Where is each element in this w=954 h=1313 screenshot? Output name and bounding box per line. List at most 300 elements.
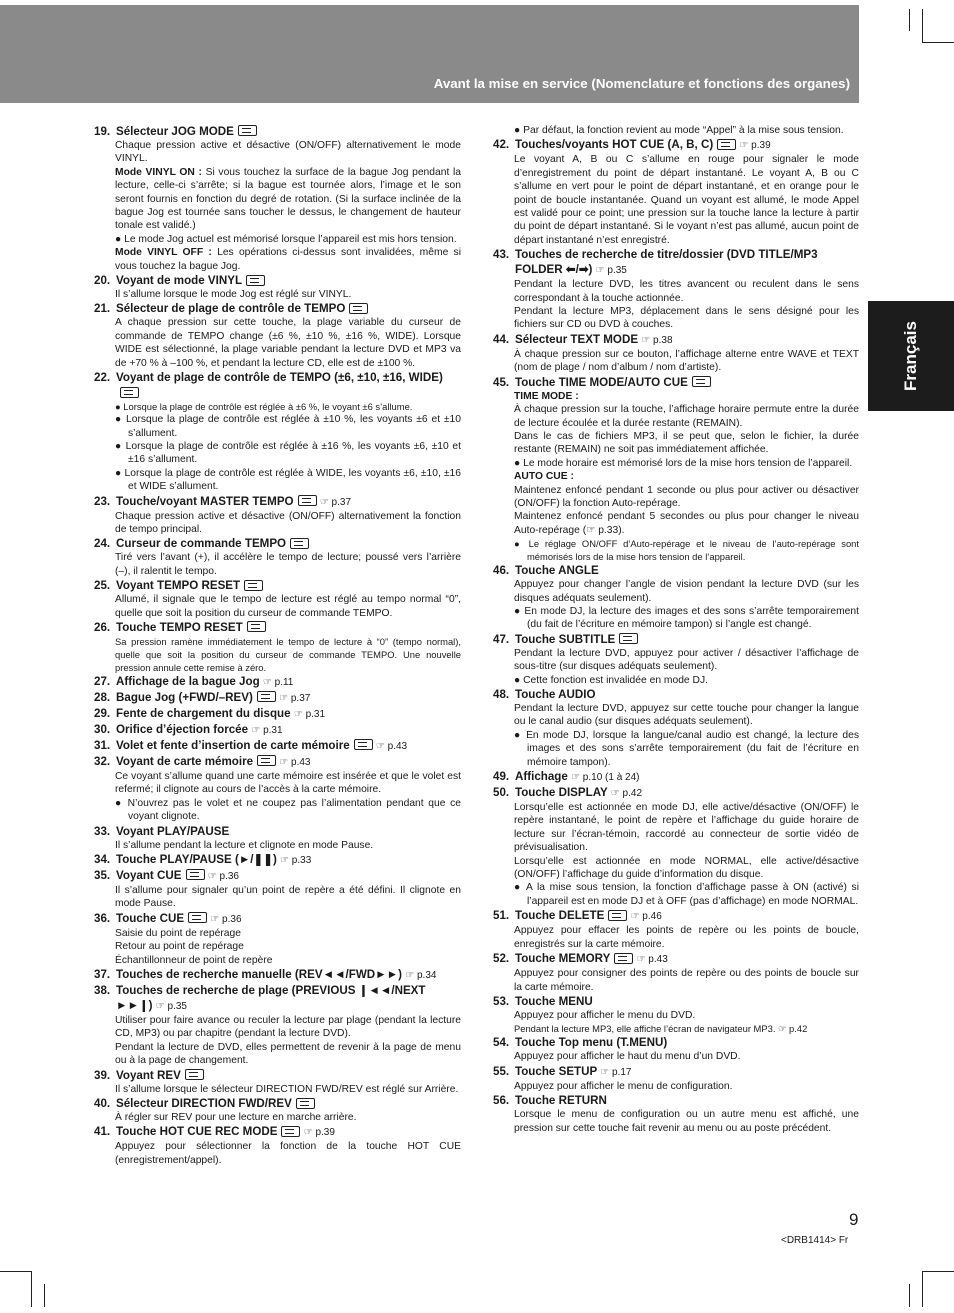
item-title-line [515, 1064, 631, 1080]
page-reference: ☞ p.35 [595, 265, 627, 277]
page-reference: ☞ p.43 [636, 954, 668, 966]
item-heading [493, 1035, 859, 1050]
item-heading [493, 375, 859, 390]
item-title: Touche MEMORY [515, 952, 611, 966]
page-number: 9 [849, 1210, 859, 1229]
dj-mode-icon [296, 1098, 315, 1109]
item-number: 50. [493, 786, 510, 800]
item-number: 19. [94, 125, 111, 138]
page-reference: ☞ p.31 [251, 724, 283, 736]
bullet-note [514, 605, 859, 632]
item-heading [493, 563, 859, 578]
item-number: 30. [94, 722, 111, 736]
item-heading [493, 769, 859, 785]
item-heading [493, 137, 859, 153]
item-title-line [515, 785, 642, 801]
bullet-text: Le réglage ON/OFF d’Auto-repérage et le niveau de l’auto-repérage sont mémorisés lors de la mise hors tension de l’appareil. [527, 538, 859, 563]
item-title-line [515, 563, 599, 578]
page-reference: ☞ p.10 (1 à 24) [571, 772, 640, 784]
item-number: 56. [493, 1094, 510, 1108]
paragraph [514, 1050, 859, 1063]
paragraph-text: Utiliser pour faire avance ou reculer la lecture par plage (pendant la lecture CD, MP3) ou par chapitre (pendant la lecture DVD). [115, 1015, 461, 1040]
item-number: 35. [94, 869, 111, 882]
item-heading [94, 1096, 461, 1111]
item-heading [94, 690, 461, 706]
item-number: 41. [94, 1125, 111, 1139]
subheading: TIME MODE : [514, 390, 579, 402]
right-column [493, 124, 859, 1135]
item-heading [493, 951, 859, 967]
paragraph-text: Lorsque le menu de configuration ou un autre menu est affiché, une pression sur cette touche fait revenir au menu ou au poste précédent. [514, 1109, 859, 1134]
item-title-line [515, 375, 711, 390]
bullet-icon: ● [514, 538, 529, 550]
item-heading [94, 1124, 461, 1140]
dj-mode-icon [349, 303, 368, 314]
bullet-icon: ● [115, 233, 125, 245]
bullet-icon: ● [514, 125, 524, 136]
list-item [94, 983, 461, 1068]
item-title-line [116, 868, 239, 884]
dj-mode-icon [619, 633, 638, 644]
dj-mode-icon [238, 125, 257, 136]
item-heading [94, 983, 461, 1014]
crop-mark [922, 1271, 923, 1307]
paragraph-text: Tiré vers l’avant (+), il accélère le tempo de lecture; poussé vers l’arrière (–), il ralentit le tempo. [115, 552, 461, 577]
list-item [94, 754, 461, 824]
bullet-text: A la mise sous tension, la fonction d’affichage passe à ON (activé) si l’appareil est en mode DJ et à OFF (pas d’affichage) en mode NORMAL. [526, 882, 859, 907]
item-number: 27. [94, 674, 111, 688]
paragraph-lead: Mode VINYL OFF : [115, 247, 212, 259]
item-title-line [116, 1124, 335, 1140]
list-item [94, 967, 461, 983]
paragraph-text: Échantillonneur de point de repère [115, 954, 273, 966]
list-item [493, 124, 859, 137]
paragraph-text: Maintenez enfoncé pendant 5 secondes ou plus pour changer le niveau Auto-repérage (☞ p.33). [514, 511, 859, 536]
paragraph-text: Il s’allume lorsque le sélecteur DIRECTION FWD/REV est réglé sur Arrière. [115, 1083, 459, 1095]
list-item [94, 690, 461, 706]
item-number: 37. [94, 968, 111, 982]
item-title-line [116, 967, 436, 983]
item-heading [94, 124, 461, 139]
item-heading [94, 852, 461, 868]
paragraph-lead: Mode VINYL ON : [115, 166, 202, 178]
item-title: Orifice d’éjection forcée [116, 722, 249, 736]
item-number: 36. [94, 911, 111, 925]
paragraph-text: Sa pression ramène immédiatement le tempo de lecture à “0” (tempo normal), quelle que soit la position du curseur de commande TEMPO. Une nouvelle pression annule cette remise à zéro. [115, 635, 461, 673]
paragraph-text: Pendant la lecture DVD, les titres avancent ou reculent dans le sens correspondant à la touche actionnée. [514, 279, 859, 304]
bullet-note [115, 797, 461, 824]
item-title-line [116, 494, 351, 510]
paragraph [115, 635, 461, 674]
dj-mode-icon [614, 953, 633, 964]
item-number: 46. [493, 564, 510, 578]
item-title: Touche/voyant MASTER TEMPO [116, 494, 294, 508]
item-number: 26. [94, 620, 111, 634]
paragraph-text: Pendant la lecture DVD, appuyez pour activer / désactiver l’affichage de sous-titre (sur disques adéquats seulement). [514, 647, 859, 673]
paragraph [514, 801, 859, 855]
item-heading [493, 1093, 859, 1108]
list-item [94, 738, 461, 754]
paragraph [514, 1022, 859, 1035]
item-title-line [116, 301, 368, 316]
dj-mode-icon [257, 691, 276, 702]
item-title-line [116, 370, 461, 400]
paragraph-text: À régler sur REV pour une lecture en marche arrière. [115, 1112, 357, 1124]
item-heading [94, 738, 461, 754]
paragraph-text: Il s’allume pendant la lecture et clignote en mode Pause. [115, 839, 374, 851]
paragraph [514, 578, 859, 605]
paragraph [514, 484, 859, 511]
paragraph [514, 855, 859, 882]
paragraph-text: Dans le cas de fichiers MP3, il se peut que, selon le fichier, la durée restante (REMAIN) ne soit pas immédiatement affichée. [514, 430, 859, 456]
item-title: Touches/voyants HOT CUE (A, B, C) [515, 138, 714, 152]
item-title: Touche ANGLE [515, 564, 599, 578]
item-title: Touche DISPLAY [515, 786, 608, 800]
item-heading [493, 994, 859, 1009]
item-title: Volet et fente d’insertion de carte mémoire [116, 738, 350, 752]
item-title: Bague Jog (+FWD/–REV) [116, 690, 253, 704]
bullet-icon: ● [115, 414, 127, 426]
bullet-icon: ● [115, 440, 126, 452]
paragraph-text: Maintenez enfoncé pendant 1 seconde ou plus pour activer ou désactiver (ON/OFF) la fonction Auto-repérage. [514, 484, 859, 509]
page-reference: ☞ p.38 [641, 334, 673, 346]
bullet-icon: ● [514, 457, 524, 469]
list-item [94, 911, 461, 967]
paragraph-text: Appuyez pour afficher le menu du DVD. [514, 1009, 696, 1021]
page-reference: ☞ p.36 [207, 871, 239, 882]
bullet-note [514, 881, 859, 908]
item-title: Touche HOT CUE REC MODE [116, 1125, 278, 1139]
item-title-line [515, 332, 673, 348]
item-title: Touche SETUP [515, 1064, 598, 1078]
bullet-text: Par défaut, la fonction revient au mode “Appel” à la mise sous tension. [523, 125, 844, 136]
page-reference: ☞ p.34 [405, 970, 437, 982]
list-item [493, 563, 859, 632]
list-item [493, 632, 859, 687]
paragraph [514, 305, 859, 332]
item-title: Touche DELETE [515, 909, 605, 923]
item-title: Voyant REV [116, 1068, 181, 1082]
item-title: Voyant de plage de contrôle de TEMPO (±6, ±10, ±16, WIDE) [116, 371, 443, 385]
item-heading [94, 754, 461, 770]
paragraph-text: Appuyez pour effacer les points de repère ou les points de boucle, enregistrés sur la carte mémoire. [514, 925, 859, 950]
dj-mode-icon [354, 739, 373, 750]
item-title: Fente de chargement du disque [116, 706, 291, 720]
page-reference: ☞ p.35 [155, 1001, 187, 1013]
paragraph-text: Les opérations ci-dessus sont invalidées, même si vous touchez la bague Jog. [115, 247, 461, 272]
list-item [493, 247, 859, 332]
paragraph [514, 1009, 859, 1022]
list-item [493, 1093, 859, 1135]
dj-mode-icon [120, 387, 139, 398]
paragraph [115, 1014, 461, 1041]
paragraph [115, 1111, 461, 1124]
bullet-icon: ● [514, 605, 525, 617]
item-heading [94, 301, 461, 316]
paragraph [115, 246, 461, 273]
item-number: 52. [493, 952, 510, 966]
list-item [493, 908, 859, 951]
bullet-text: Cette fonction est invalidée en mode DJ. [523, 674, 708, 686]
item-title-line [116, 578, 263, 593]
item-number: 34. [94, 853, 111, 866]
paragraph-text: Appuyez pour changer l’angle de vision pendant la lecture DVD (sur les disques adéquats seulement). [514, 579, 859, 604]
paragraph-text: Il s’allume pour signaler qu’un point de repère a été défini. Il clignote en mode Pause. [115, 885, 461, 910]
item-number: 55. [493, 1064, 510, 1078]
item-title-line [515, 994, 593, 1009]
paragraph-text: À chaque pression sur ce bouton, l’affichage alterne entre WAVE et TEXT (nom de plage / nom d’album / nom d’artiste). [514, 348, 859, 374]
item-heading [94, 674, 461, 690]
list-item [94, 620, 461, 674]
bullet-text: Lorsque la plage de contrôle est réglée à ±6 %, le voyant ±6 s’allume. [123, 401, 413, 413]
item-heading [493, 332, 859, 348]
item-title-line [515, 908, 662, 924]
item-number: 20. [94, 274, 111, 288]
item-title-line [515, 247, 859, 278]
list-item [493, 785, 859, 908]
paragraph [115, 316, 461, 370]
dj-mode-icon [290, 538, 309, 549]
list-item [94, 1124, 461, 1167]
item-heading [94, 536, 461, 551]
item-title-line [515, 951, 668, 967]
list-item [94, 370, 461, 493]
list-item [94, 1068, 461, 1096]
list-item [493, 1064, 859, 1093]
header-title: Avant la mise en service (Nomenclature et fonctions des organes) [433, 76, 850, 91]
paragraph-text: Appuyez pour sélectionner la fonction de la touche HOT CUE (enregistrement/appel). [115, 1141, 461, 1166]
list-item [493, 332, 859, 375]
item-heading [493, 632, 859, 647]
item-title: Touche PLAY/PAUSE (►/❚❚) [116, 853, 277, 866]
paragraph [514, 403, 859, 430]
bullet-note [115, 467, 461, 494]
list-item [94, 722, 461, 738]
paragraph-text: Ce voyant s’allume quand une carte mémoire est insérée et que le volet est refermé; il clignote au cours de l’accès à la carte mémoire. [115, 770, 461, 796]
bullet-text: Lorsque la plage de contrôle est réglée à ±10 %, les voyants ±6 et ±10 s’allument. [126, 414, 461, 439]
paragraph [115, 551, 461, 578]
bullet-note [115, 233, 461, 246]
item-number: 21. [94, 302, 111, 316]
item-title-line [116, 536, 309, 551]
item-title: Touches de recherche de plage (PREVIOUS ❙◄◄/NEXT ►►❙) [116, 984, 426, 1013]
dj-mode-icon [692, 376, 711, 387]
bullet-text: Lorsque la plage de contrôle est réglée à WIDE, les voyants ±6, ±10, ±16 et WIDE s’allument. [124, 467, 461, 493]
page-reference: ☞ p.36 [210, 913, 242, 925]
dj-mode-icon [185, 1069, 204, 1080]
item-heading [493, 687, 859, 702]
page-reference: ☞ p.46 [630, 911, 662, 923]
paragraph [115, 770, 461, 797]
item-title-line [116, 911, 242, 927]
paragraph [115, 1083, 461, 1096]
item-heading [493, 1064, 859, 1080]
paragraph [115, 288, 461, 301]
page-reference: ☞ p.17 [600, 1066, 632, 1078]
list-item [94, 824, 461, 852]
crop-mark [31, 1271, 32, 1307]
paragraph-text: Pendant la lecture de DVD, elles permettent de revenir à la page de menu ou à la page de changement. [115, 1041, 461, 1067]
bullet-text: En mode DJ, lorsque la langue/canal audio est changé, la lecture des images et des sons s’arrête temporairement (du fait de l’écriture en mémoire tampon). [526, 729, 859, 768]
dj-mode-icon [186, 869, 205, 880]
paragraph-text: Il s’allume lorsque le mode Jog est réglé sur VINYL. [115, 289, 352, 301]
document-code: <DRB1414> Fr [781, 1235, 849, 1246]
crop-mark [909, 9, 910, 31]
item-number: 33. [94, 824, 111, 838]
paragraph [514, 430, 859, 457]
paragraph [115, 1041, 461, 1068]
item-number: 28. [94, 690, 111, 704]
item-title: Touche SUBTITLE [515, 632, 616, 646]
item-title: Touches de recherche manuelle (REV◄◄/FWD►►) [116, 968, 402, 982]
paragraph [514, 1080, 859, 1093]
item-number: 42. [493, 138, 510, 152]
item-number: 25. [94, 579, 111, 593]
crop-mark [922, 1271, 954, 1272]
list-item [94, 868, 461, 911]
item-heading [94, 620, 461, 635]
list-item [94, 301, 461, 370]
bullet-note [115, 413, 461, 440]
crop-mark [922, 42, 954, 43]
subheading: AUTO CUE : [514, 471, 574, 483]
item-number: 23. [94, 494, 111, 508]
item-title: Voyant TEMPO RESET [116, 579, 241, 593]
dj-mode-icon [717, 139, 736, 150]
item-heading [94, 1068, 461, 1083]
paragraph [115, 139, 461, 166]
item-number: 51. [493, 909, 510, 923]
page-reference: ☞ p.39 [303, 1127, 335, 1139]
item-heading [94, 868, 461, 884]
item-title-line [116, 754, 310, 770]
bullet-note [514, 674, 859, 687]
list-item [94, 494, 461, 537]
item-title-line [116, 722, 283, 738]
item-title: Curseur de commande TEMPO [116, 537, 287, 551]
item-heading [94, 911, 461, 927]
item-title-line [116, 674, 293, 690]
item-number: 24. [94, 537, 111, 551]
paragraph [514, 647, 859, 674]
list-item [493, 375, 859, 563]
item-title: Voyant PLAY/PAUSE [116, 824, 230, 838]
page-reference: ☞ p.39 [739, 140, 771, 152]
item-number: 43. [493, 248, 510, 262]
dj-mode-icon [257, 755, 276, 766]
paragraph [514, 1108, 859, 1135]
page-reference: ☞ p.37 [279, 692, 311, 704]
list-item [493, 769, 859, 785]
paragraph-text: Pendant la lecture DVD, appuyez sur cette touche pour changer la langue ou le canal audio (sur disques adéquats seulement). [514, 703, 859, 728]
bullet-icon: ● [115, 401, 124, 413]
bullet-text: En mode DJ, la lecture des images et des sons s’arrête temporairement (du fait de l’écriture en mémoire tampon) si l’angle est changé. [524, 605, 859, 631]
item-title: Touche Top menu (T.MENU) [515, 1036, 668, 1050]
item-number: 44. [493, 332, 510, 346]
item-title-line [116, 738, 407, 754]
paragraph-text: A chaque pression sur cette touche, la plage variable du curseur de commande de TEMPO change (±6 %, ±10 %, ±16 %, WIDE). Lorsque WIDE est sélectionné, la plage variable pendant la lecture DVD et MP3 va de +70 % à –100 %, et pendant la lecture CD, elle est de ±100 %. [115, 317, 461, 369]
list-item [493, 994, 859, 1035]
paragraph [115, 839, 461, 852]
item-heading [94, 706, 461, 722]
dj-mode-icon [246, 275, 265, 286]
item-heading [94, 722, 461, 738]
paragraph-text: Le voyant A, B ou C s’allume en rouge pour signaler le mode d’enregistrement du point de départ instantané. Le voyant A, B ou C s’allume en vert pour le point de départ instantané, et en orange pour le point de boucle instantanée. Quand un voyant est allumé, le mode Appel est validé pour ce point; une pression sur la touche lance la lecture à partir du point de départ instantané. Si le voyant n’est pas allumé, aucun point de départ instantané n’est enregistré. [514, 154, 859, 246]
bullet-icon: ● [115, 467, 125, 479]
bullet-text: Le mode horaire est mémorisé lors de la mise hors tension de l’appareil. [523, 457, 853, 469]
list-item [493, 687, 859, 769]
item-title-line [116, 620, 266, 635]
paragraph-text: Appuyez pour afficher le haut du menu d’un DVD. [514, 1051, 741, 1063]
dj-mode-icon [247, 621, 266, 632]
language-label: Français [901, 321, 920, 391]
item-title: Sélecteur JOG MODE [116, 125, 234, 138]
item-heading [94, 967, 461, 983]
list-item [94, 273, 461, 301]
paragraph [115, 1140, 461, 1167]
item-title-line [515, 1035, 667, 1050]
item-heading [493, 247, 859, 278]
item-title: Affichage [515, 770, 568, 784]
left-column [94, 124, 461, 1167]
item-heading [94, 273, 461, 288]
paragraph [514, 702, 859, 729]
item-title-line [116, 706, 325, 722]
paragraph-text: Si vous touchez la surface de la bague Jog pendant la lecture, celle-ci s’arrête; si la bague est tournée alors, l’image et le son seront fournis en fonction du degré de rotation. (Si la surface inclinée de la bague Jog est tournée sans toucher le dessus, le changement de hauteur tonale est validé.) [115, 166, 461, 232]
item-title-line [515, 1093, 607, 1108]
item-number: 49. [493, 770, 510, 784]
page-reference: ☞ p.43 [375, 740, 408, 752]
item-title: Touche TIME MODE/AUTO CUE [515, 375, 688, 389]
page-reference: ☞ p.31 [293, 708, 326, 720]
page-reference: ☞ p.33 [280, 855, 312, 866]
paragraph [514, 278, 859, 305]
paragraph [514, 924, 859, 951]
item-number: 29. [94, 706, 111, 720]
bullet-icon: ● [514, 882, 527, 894]
item-title-line [116, 1096, 315, 1111]
paragraph [115, 166, 461, 233]
paragraph-text: Chaque pression active et désactive (ON/OFF) alternativement la fonction de tempo principal. [115, 510, 461, 535]
item-title: Sélecteur TEXT MODE [515, 332, 639, 346]
item-heading [94, 370, 461, 400]
bullet-icon: ● [514, 729, 527, 741]
item-number: 32. [94, 754, 111, 768]
item-title: Touche TEMPO RESET [116, 620, 243, 634]
item-title-line [515, 769, 640, 785]
paragraph-text: À chaque pression sur la touche, l’affichage horaire permute entre la durée de lecture écoulée et la durée restante (REMAIN). [514, 404, 859, 429]
crop-mark [0, 1271, 32, 1272]
item-title: Touches de recherche de titre/dossier (DVD TITLE/MP3 FOLDER ⬅/➡) [515, 248, 818, 277]
dj-mode-icon [188, 912, 207, 923]
paragraph [115, 510, 461, 537]
list-item [94, 706, 461, 722]
bullet-note [514, 537, 859, 563]
item-number: 53. [493, 994, 510, 1008]
dj-mode-icon [298, 495, 317, 506]
page-reference: ☞ p.37 [319, 496, 352, 508]
paragraph [115, 884, 461, 911]
item-number: 54. [493, 1036, 510, 1050]
paragraph-text: Pendant la lecture MP3, déplacement dans le sens désigné pour les fichiers sur CD ou DVD à couches. [514, 306, 859, 331]
item-title: Voyant CUE [116, 869, 182, 882]
page-reference: ☞ p.43 [279, 756, 311, 768]
paragraph-text: Allumé, il signale que le tempo de lecture est réglé au tempo normal “0”, quelle que soit la position du curseur de commande TEMPO. [115, 594, 461, 619]
item-number: 31. [94, 738, 111, 752]
item-title: Voyant de carte mémoire [116, 754, 254, 768]
item-title: Touche MENU [515, 994, 593, 1008]
item-heading [94, 578, 461, 593]
